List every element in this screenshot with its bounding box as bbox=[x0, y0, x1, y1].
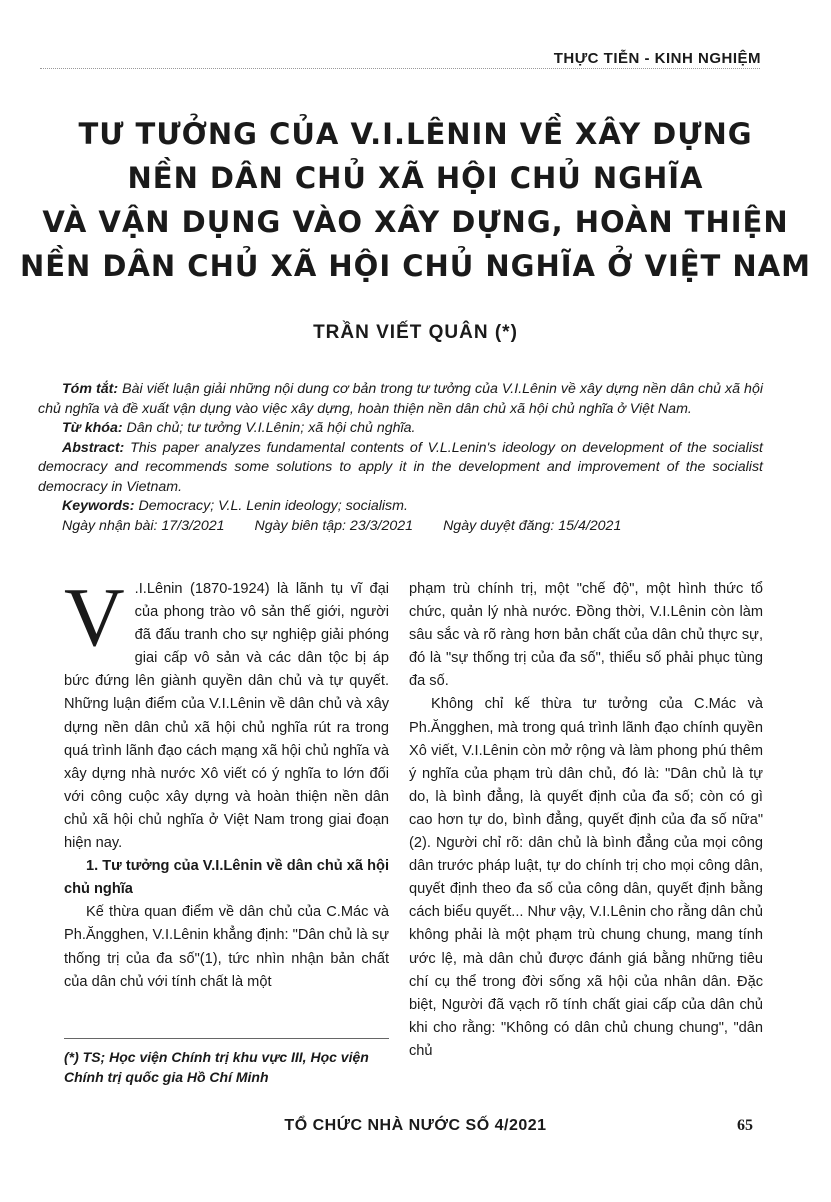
summary-text: Bài viết luận giải những nội dung cơ bản trong tư tưởng của V.I.Lênin về xây dựng nền dân chủ xã hội chủ nghĩa và đề xuất vận dụng vào việc xây dựng, hoàn thiện nền dân chủ xã hội chủ nghĩa ở Việt Nam. bbox=[38, 381, 763, 417]
abstract-en-text: This paper analyzes fundamental contents of V.L.Lenin's ideology on development of the socialist democracy and recommends some solutions to apply it in the development and improvement of the socialist democracy in Vietnam. bbox=[38, 439, 763, 495]
section-tag: THỰC TIỄN - KINH NGHIỆM bbox=[553, 50, 761, 67]
article-title bbox=[0, 112, 831, 288]
title-line: VÀ VẬN DỤNG VÀO XÂY DỰNG, HOÀN THIỆN bbox=[42, 205, 789, 239]
keywords-vi-paragraph bbox=[38, 419, 763, 439]
left-column bbox=[64, 571, 389, 994]
title-line: TƯ TƯỞNG CỦA V.I.LÊNIN VỀ XÂY DỰNG bbox=[78, 117, 753, 151]
author-footnote: (*) TS; Học viện Chính trị khu vực III, Học viện Chính trị quốc gia Hồ Chí Minh bbox=[64, 1038, 389, 1087]
date-edited: Ngày biên tập: 23/3/2021 bbox=[254, 517, 414, 534]
title-line: NỀN DÂN CHỦ XÃ HỘI CHỦ NGHĨA bbox=[127, 161, 704, 195]
dates-row bbox=[62, 517, 763, 537]
abstract-block bbox=[38, 380, 763, 536]
summary-paragraph bbox=[38, 380, 763, 419]
title-line: NỀN DÂN CHỦ XÃ HỘI CHỦ NGHĨA Ở VIỆT NAM bbox=[19, 249, 812, 283]
body-paragraph: phạm trù chính trị, một "chế độ", một hình thức tổ chức, quản lý nhà nước. Đồng thời, V.I.Lênin còn làm sâu sắc và rõ ràng hơn bản chất của dân chủ thực sự, đó là "sự thống trị của đa số", thiểu số phải phục tùng đa số. bbox=[409, 581, 763, 690]
body-paragraph: Kế thừa quan điểm về dân chủ của C.Mác và Ph.Ăngghen, V.I.Lênin khẳng định: "Dân chủ là sự thống trị của đa số"(1), tức nhìn nhận bản chất của dân chủ với tính chất là một bbox=[64, 904, 389, 990]
body-paragraph: Không chỉ kế thừa tư tưởng của C.Mác và Ph.Ăngghen, mà trong quá trình lãnh đạo chính quyền Xô viết, V.I.Lênin còn mở rộng và làm phong phú thêm ý nghĩa của phạm trù dân chủ, đó là: "Dân chủ là tự do, là bình đẳng, là quyết định của đa số; còn có gì cao hơn tự do, bình đẳng, quyết định của đa số nữa"(2). Người chỉ rõ: dân chủ là bình đẳng của mọi công dân trước pháp luật, tự do chính trị cho mọi công dân, quyết định theo đa số của công dân, quyết định bằng cách biểu quyết... Như vậy, V.I.Lênin cho rằng dân chủ không phải là một phạm trù chung chung, mang tính ước lệ, mà dân chủ được đánh giá bằng những tiêu chí cụ thể trong đời sống xã hội của nhân dân. Đặc biệt, Người đã vạch rõ tính chất giai cấp của dân chủ khi cho rằng: "Không có dân chủ chung chung", "dân chủ bbox=[409, 696, 763, 1059]
intro-text: .I.Lênin (1870-1924) là lãnh tụ vĩ đại của phong trào vô sản thế giới, người đã đấu tranh cho sự nghiệp giải phóng giai cấp vô sản và các dân tộc bị áp bức đứng lên giành quyền dân chủ và tự quyết. Những luận điểm của V.I.Lênin về dân chủ và xây dựng nền dân chủ xã hội chủ nghĩa rút ra trong quá trình lãnh đạo cách mạng xã hội chủ nghĩa và xây dựng nhà nước Xô viết có ý nghĩa to lớn đối với công cuộc xây dựng và hoàn thiện nền dân chủ xã hội chủ nghĩa ở Việt Nam trong giai đoạn hiện nay. bbox=[64, 581, 389, 852]
summary-label: Tóm tắt: bbox=[62, 381, 119, 397]
abstract-en-paragraph bbox=[38, 439, 763, 498]
drop-cap: V bbox=[64, 571, 125, 664]
right-column bbox=[409, 578, 763, 1063]
keywords-en-label: Keywords: bbox=[62, 498, 135, 514]
keywords-vi-text: Dân chủ; tư tưởng V.I.Lênin; xã hội chủ nghĩa. bbox=[126, 420, 416, 436]
abstract-en-label: Abstract: bbox=[62, 439, 125, 456]
journal-footer: TỔ CHỨC NHÀ NƯỚC SỐ 4/2021 bbox=[284, 1117, 547, 1134]
intro-paragraph bbox=[64, 571, 389, 855]
keywords-en-text: Democracy; V.L. Lenin ideology; socialism. bbox=[138, 498, 408, 514]
page-number: 65 bbox=[737, 1117, 753, 1134]
date-approved: Ngày duyệt đăng: 15/4/2021 bbox=[443, 517, 622, 534]
keywords-en-paragraph bbox=[38, 497, 763, 517]
keywords-vi-label: Từ khóa: bbox=[62, 420, 123, 436]
section-heading: 1. Tư tưởng của V.I.Lênin về dân chủ xã hội chủ nghĩa bbox=[64, 858, 389, 898]
author-name: TRẦN VIẾT QUÂN (*) bbox=[313, 322, 518, 343]
date-received: Ngày nhận bài: 17/3/2021 bbox=[62, 517, 225, 534]
header-divider bbox=[40, 68, 760, 69]
